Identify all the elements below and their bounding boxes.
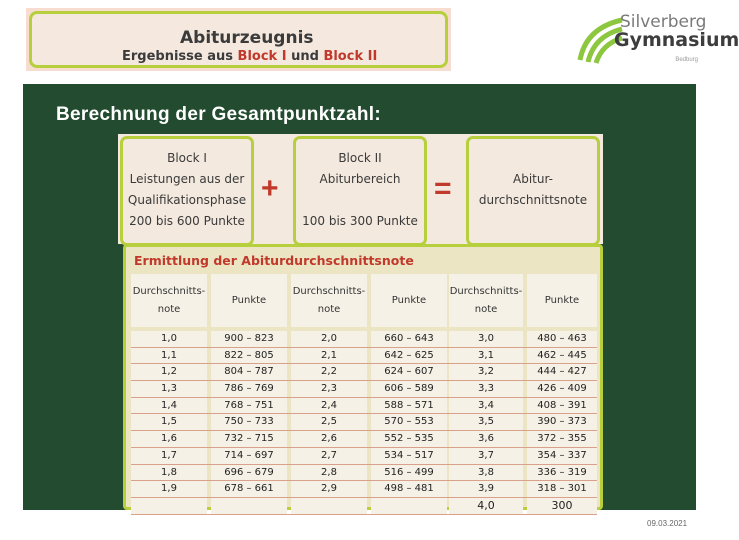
table-cell: 534 – 517 xyxy=(371,448,447,464)
table-cell: 3,5 xyxy=(449,414,523,430)
table-cell: 2,4 xyxy=(291,398,367,414)
table-cell: 300 xyxy=(527,498,597,514)
header-line: Durchschnitts- xyxy=(449,285,523,297)
block-2-line: 100 bis 300 Punkte xyxy=(302,214,418,228)
banner-title: Abiturzeugnis xyxy=(180,28,314,48)
table-cell: 4,0 xyxy=(449,498,523,514)
header-banner xyxy=(26,8,451,71)
table-cell: 3,4 xyxy=(449,398,523,414)
result-line: Abitur- xyxy=(513,172,553,186)
table-cell: 1,4 xyxy=(131,398,207,414)
table-cell: 1,7 xyxy=(131,448,207,464)
header-line: Punkte xyxy=(544,294,580,306)
slide-area xyxy=(23,84,696,510)
table-cell: 2,1 xyxy=(291,348,367,364)
table-cell: 900 – 823 xyxy=(211,331,287,347)
block-2-line xyxy=(296,190,424,211)
table-cell: 1,3 xyxy=(131,381,207,397)
table-cell: 318 – 301 xyxy=(527,481,597,497)
table-cell: 372 – 355 xyxy=(527,431,597,447)
header-line: note xyxy=(474,303,498,315)
table-row xyxy=(131,448,597,465)
slide-title: Berechnung der Gesamtpunktzahl: xyxy=(56,104,381,125)
table-cell xyxy=(211,498,287,514)
table-cell: 2,6 xyxy=(291,431,367,447)
table-row xyxy=(131,331,597,348)
table-cell: 3,2 xyxy=(449,364,523,380)
table-cell: 3,1 xyxy=(449,348,523,364)
table-cell: 606 – 589 xyxy=(371,381,447,397)
subtitle-text-and: und xyxy=(286,49,324,64)
table-cell: 498 – 481 xyxy=(371,481,447,497)
table-cell: 786 – 769 xyxy=(211,381,287,397)
subtitle-text: Ergebnisse aus xyxy=(122,49,238,64)
header-line: Durchschnitts- xyxy=(292,285,366,297)
logo-line-2: Gymnasium xyxy=(614,29,739,51)
table-cell: 444 – 427 xyxy=(527,364,597,380)
table-cell: 3,9 xyxy=(449,481,523,497)
table-row xyxy=(131,364,597,381)
table-cell: 1,8 xyxy=(131,465,207,481)
table-cell xyxy=(371,498,447,514)
table-row xyxy=(131,465,597,482)
block-1-line: Block I xyxy=(167,151,207,165)
table-cell: 480 – 463 xyxy=(527,331,597,347)
table-cell: 354 – 337 xyxy=(527,448,597,464)
block-2-line: Block II xyxy=(338,151,382,165)
table-cell: 750 – 733 xyxy=(211,414,287,430)
block-1-line: Leistungen aus der xyxy=(129,172,245,186)
table-cell: 3,0 xyxy=(449,331,523,347)
table-row xyxy=(131,481,597,498)
table-cell: 1,5 xyxy=(131,414,207,430)
banner-frame xyxy=(29,11,448,68)
grade-table-panel xyxy=(123,244,603,510)
table-cell: 660 – 643 xyxy=(371,331,447,347)
table-cell: 570 – 553 xyxy=(371,414,447,430)
table-cell: 1,6 xyxy=(131,431,207,447)
table-cell: 588 – 571 xyxy=(371,398,447,414)
table-cell: 732 – 715 xyxy=(211,431,287,447)
table-cell: 3,8 xyxy=(449,465,523,481)
table-cell: 1,1 xyxy=(131,348,207,364)
result-line: durchschnittsnote xyxy=(478,193,588,207)
table-cell: 2,9 xyxy=(291,481,367,497)
table-body xyxy=(131,331,597,515)
header-line: Punkte xyxy=(391,294,427,306)
table-cell: 426 – 409 xyxy=(527,381,597,397)
table-cell: 3,7 xyxy=(449,448,523,464)
table-header-cell xyxy=(371,274,447,327)
table-cell: 408 – 391 xyxy=(527,398,597,414)
table-cell: 768 – 751 xyxy=(211,398,287,414)
table-cell: 552 – 535 xyxy=(371,431,447,447)
table-cell: 1,2 xyxy=(131,364,207,380)
table-row xyxy=(131,348,597,365)
logo-line-3: Bedburg xyxy=(675,57,698,63)
subtitle-block-2: Block II xyxy=(323,49,378,64)
table-cell: 678 – 661 xyxy=(211,481,287,497)
header-line: Durchschnitts- xyxy=(132,285,206,297)
plus-sign: + xyxy=(261,172,279,205)
table-cell: 2,3 xyxy=(291,381,367,397)
table-cell xyxy=(291,498,367,514)
table-row xyxy=(131,414,597,431)
table-header-cell xyxy=(291,274,367,327)
result-line xyxy=(469,148,597,169)
equals-sign: = xyxy=(434,172,452,205)
table-cell: 1,9 xyxy=(131,481,207,497)
table-cell: 624 – 607 xyxy=(371,364,447,380)
result-box xyxy=(466,136,600,246)
table-cell: 714 – 697 xyxy=(211,448,287,464)
table-cell: 804 – 787 xyxy=(211,364,287,380)
table-cell: 516 – 499 xyxy=(371,465,447,481)
table-cell: 390 – 373 xyxy=(527,414,597,430)
table-cell: 696 – 679 xyxy=(211,465,287,481)
block-formula xyxy=(118,134,603,244)
table-cell: 2,0 xyxy=(291,331,367,347)
table-cell: 1,0 xyxy=(131,331,207,347)
table-header-cell xyxy=(211,274,287,327)
table-header-cell xyxy=(527,274,597,327)
table-row xyxy=(131,381,597,398)
table-cell: 462 – 445 xyxy=(527,348,597,364)
school-logo xyxy=(576,10,739,68)
block-2-box xyxy=(293,136,427,246)
table-cell: 2,5 xyxy=(291,414,367,430)
header-line: note xyxy=(157,303,181,315)
table-heading: Ermittlung der Abiturdurchschnittsnote xyxy=(134,253,414,268)
table-cell: 336 – 319 xyxy=(527,465,597,481)
table-header-cell xyxy=(449,274,523,327)
table-row xyxy=(131,431,597,448)
table-row xyxy=(131,498,597,515)
logo-line-1: Silverberg xyxy=(620,12,707,32)
table-cell: 2,8 xyxy=(291,465,367,481)
table-cell xyxy=(131,498,207,514)
footer-date: 09.03.2021 xyxy=(647,519,688,528)
banner-subtitle xyxy=(122,49,377,64)
header-line: note xyxy=(317,303,341,315)
subtitle-block-1: Block I xyxy=(237,49,287,64)
block-1-line: 200 bis 600 Punkte xyxy=(129,214,245,228)
table-cell: 822 – 805 xyxy=(211,348,287,364)
table-cell: 3,3 xyxy=(449,381,523,397)
table-header-row xyxy=(131,274,597,327)
header-line: Punkte xyxy=(231,294,267,306)
table-cell: 642 – 625 xyxy=(371,348,447,364)
table-cell: 2,2 xyxy=(291,364,367,380)
grade-table xyxy=(131,274,597,512)
table-row xyxy=(131,398,597,415)
table-cell: 2,7 xyxy=(291,448,367,464)
table-header-cell xyxy=(131,274,207,327)
block-2-line: Abiturbereich xyxy=(319,172,401,186)
table-cell: 3,6 xyxy=(449,431,523,447)
block-1-box xyxy=(120,136,254,246)
block-1-line: Qualifikationsphase xyxy=(127,193,247,207)
